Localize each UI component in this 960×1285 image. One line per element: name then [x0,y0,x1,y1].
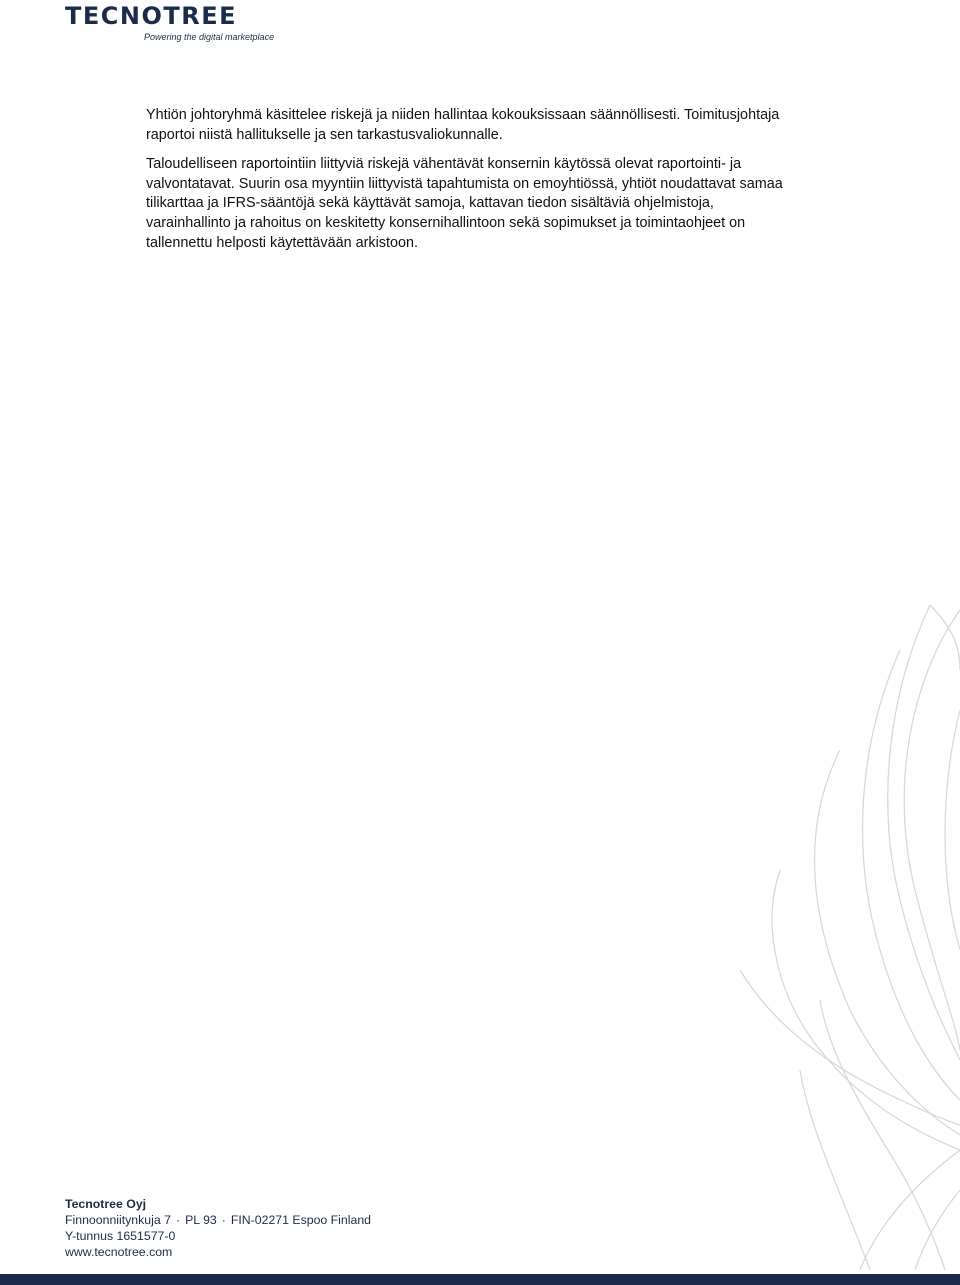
bottom-brand-bar [0,1274,960,1285]
tecnotree-logo [65,4,274,42]
footer-separator: · [221,1213,226,1227]
footer-city: FIN-02271 Espoo Finland [230,1213,372,1227]
leaf-swirl-decoration [740,590,960,1270]
footer-company-name: Tecnotree Oyj [65,1197,147,1211]
document-body [146,106,786,263]
paragraph-financial-reporting: Taloudelliseen raportointiin liittyviä riskejä vähentävät konsernin käytössä olevat raportointi- ja valvontatavat. Suurin osa myyntiin liittyvistä tapahtumista on emoyhtiössä, yhtiöt noudattavat samaa tilikarttaa ja IFRS-sääntöjä sekä käyttävät samoja, kattavan tiedon sisältäviä ohjelmistoja, varainhallinto ja rahoitus on keskitetty konsernihallintoon sekä sopimukset ja toimintaohjeet on tallennettu helposti käytettävään arkistoon. [146,156,783,251]
paragraph-risk-management: Yhtiön johtoryhmä käsittelee riskejä ja niiden hallintaa kokouksissaan säännöllisesti. Toimitusjohtaja raportoi niistä hallitukselle ja sen tarkastusvaliokunnalle. [146,107,780,143]
logo-tagline: Powering the digital marketplace [144,32,275,42]
logo-wordmark: TECNOTREE [65,2,238,30]
footer-business-id: Y-tunnus 1651577-0 [65,1229,176,1243]
footer-street: Finnoonniitynkuja 7 [65,1213,171,1227]
footer-address [65,1212,371,1228]
footer [65,1196,371,1260]
footer-website-link[interactable]: www.tecnotree.com [65,1245,173,1259]
footer-po-box: PL 93 [185,1213,217,1227]
footer-separator: · [175,1213,181,1227]
